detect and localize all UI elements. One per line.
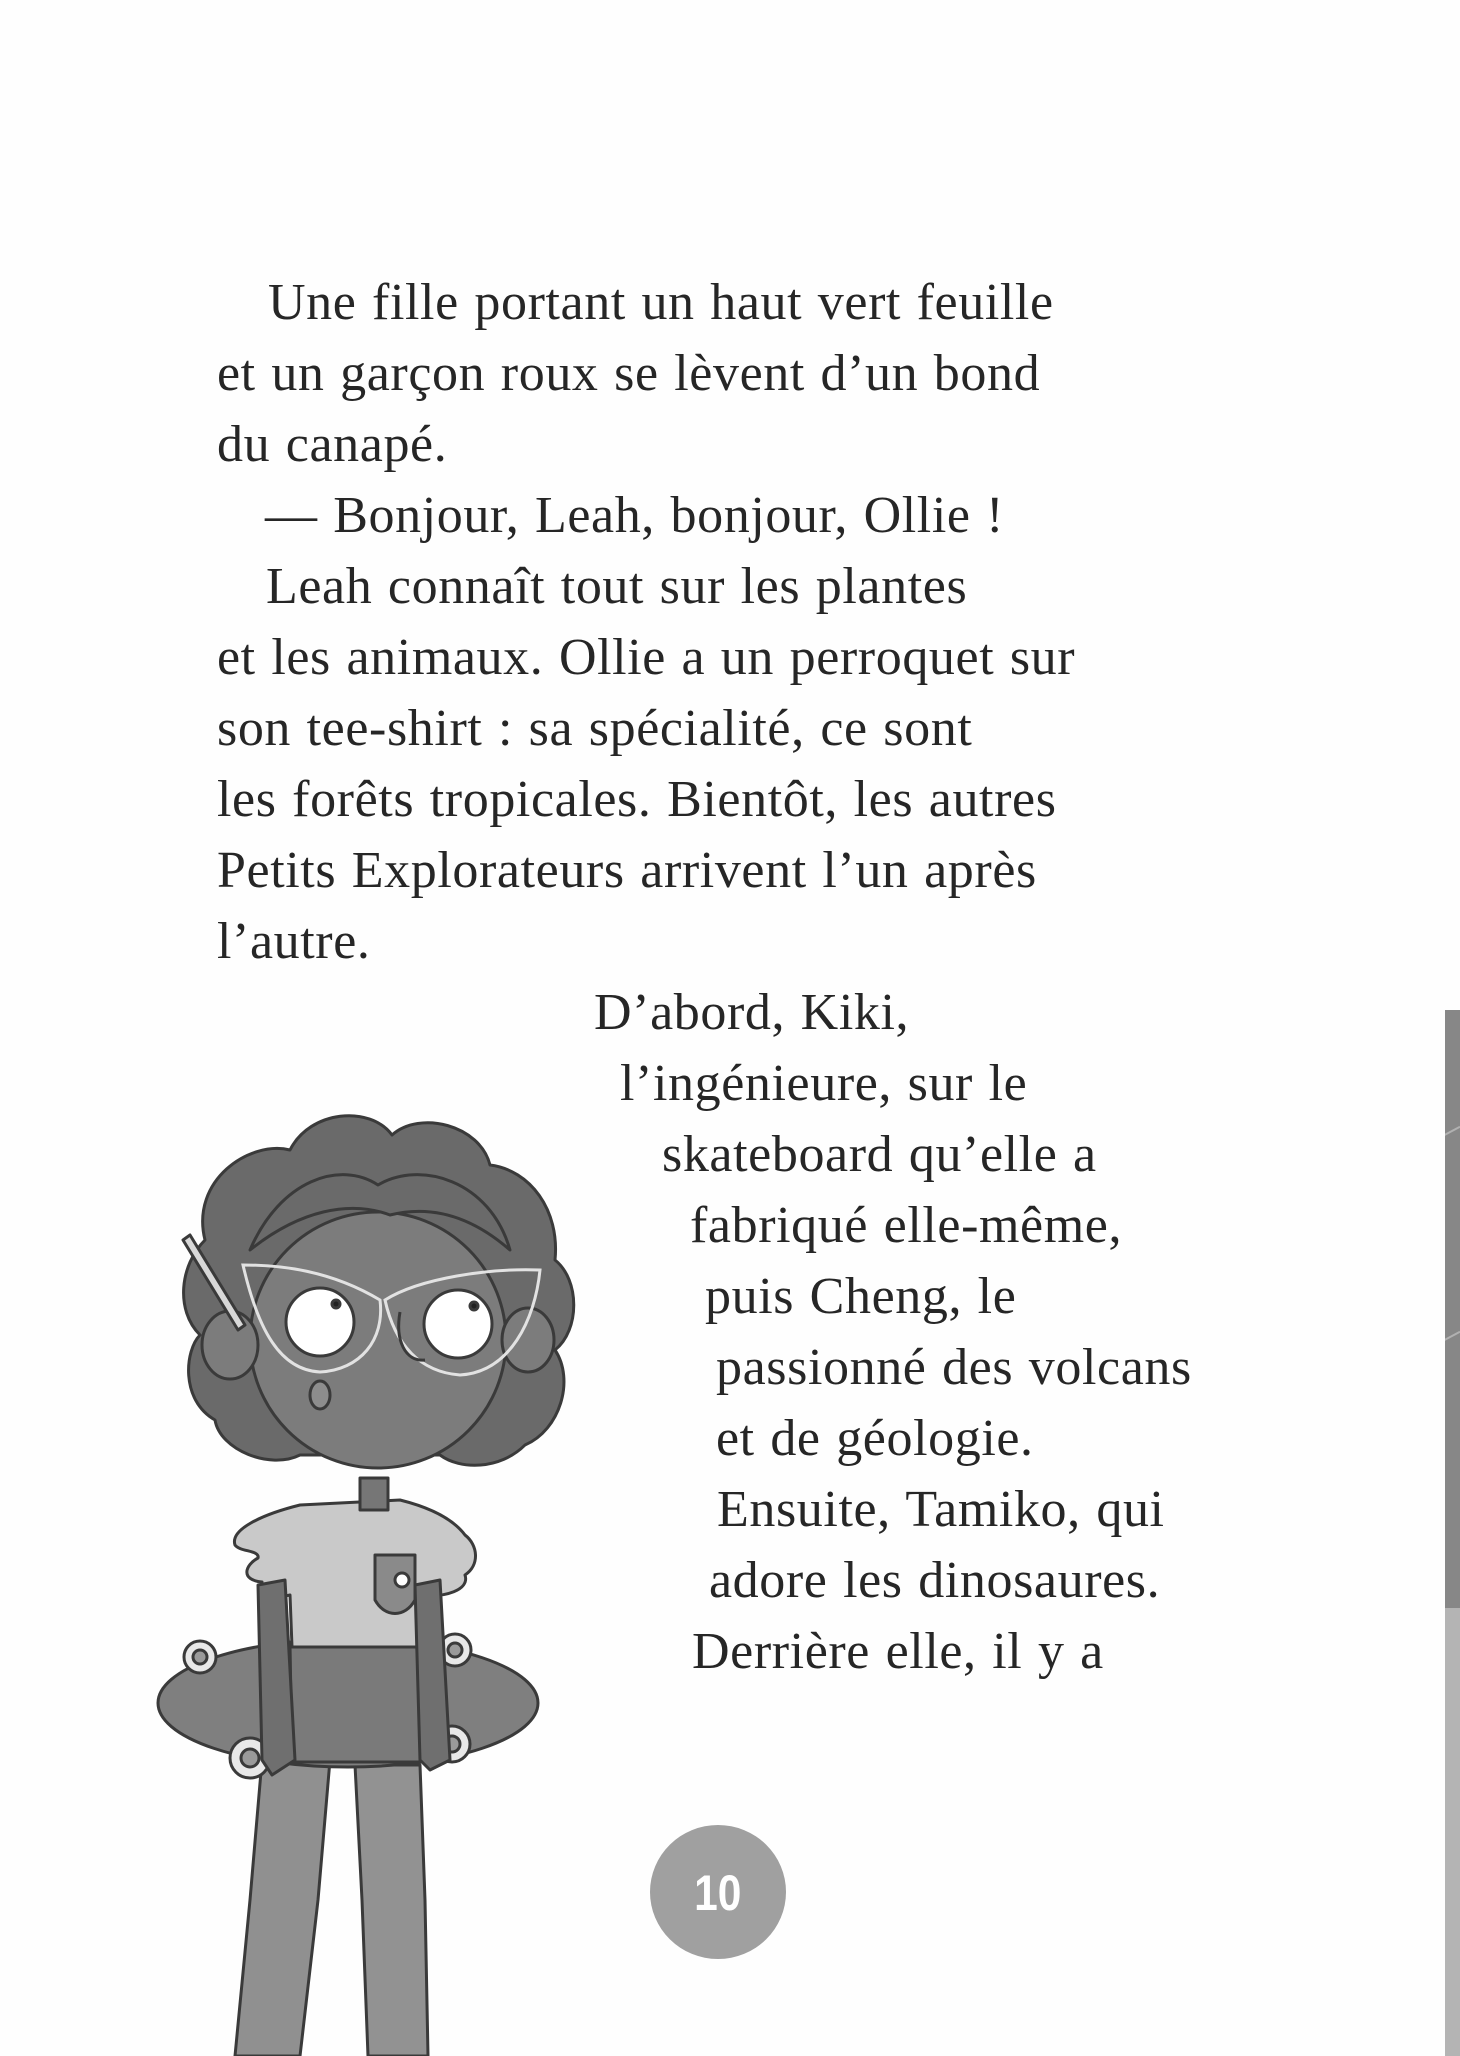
text-line [0,267,1300,338]
line-text: Petits Explorateurs arrivent l’un après [217,842,1037,899]
text-line [0,835,1300,906]
line-text: puis Cheng, le [705,1268,1017,1325]
page-edge-tab [1445,1010,1460,1610]
character-illustration [140,1060,600,2056]
line-text: les forêts tropicales. Bientôt, les autres [217,771,1057,828]
line-text: l’ingénieure, sur le [620,1055,1028,1112]
text-line [0,480,1300,551]
text-line [0,622,1300,693]
line-text: Derrière elle, il y a [692,1623,1104,1680]
line-text: fabriqué elle-même, [690,1197,1123,1254]
story-text-top [0,267,1300,977]
line-text: du canapé. [217,416,448,473]
eye-right [424,1290,492,1358]
page-edge-tab-lower [1445,1608,1460,2056]
line-text: et de géologie. [716,1410,1034,1467]
page-number: 10 [694,1865,742,1921]
text-line [0,906,1300,977]
line-text: passionné des volcans [716,1339,1192,1396]
neck [360,1478,388,1510]
text-line [0,551,1300,622]
line-text: l’autre. [217,913,371,970]
line-text: adore les dinosaures. [709,1552,1161,1609]
text-line [0,977,1400,1048]
text-line [0,693,1300,764]
ear-left [202,1311,258,1379]
line-text: et un garçon roux se lèvent d’un bond [217,345,1041,402]
right-leg [355,1765,428,2056]
line-text: et les animaux. Ollie a un perroquet sur [217,629,1076,686]
line-text: son tee-shirt : sa spécialité, ce sont [217,700,973,757]
text-line [0,764,1300,835]
line-text: Ensuite, Tamiko, qui [717,1481,1165,1538]
right-arm [415,1580,450,1770]
line-text: — Bonjour, Leah, bonjour, Ollie ! [265,487,1005,544]
text-line [0,409,1300,480]
text-line [0,338,1300,409]
line-text: Leah connaît tout sur les plantes [266,558,968,615]
eye-left [286,1288,354,1356]
line-text: skateboard qu’elle a [662,1126,1097,1183]
line-text: Une fille portant un haut vert feuille [268,274,1054,331]
line-text: D’abord, Kiki, [594,984,910,1041]
left-leg [235,1760,330,2056]
page-number-badge [650,1825,786,1959]
